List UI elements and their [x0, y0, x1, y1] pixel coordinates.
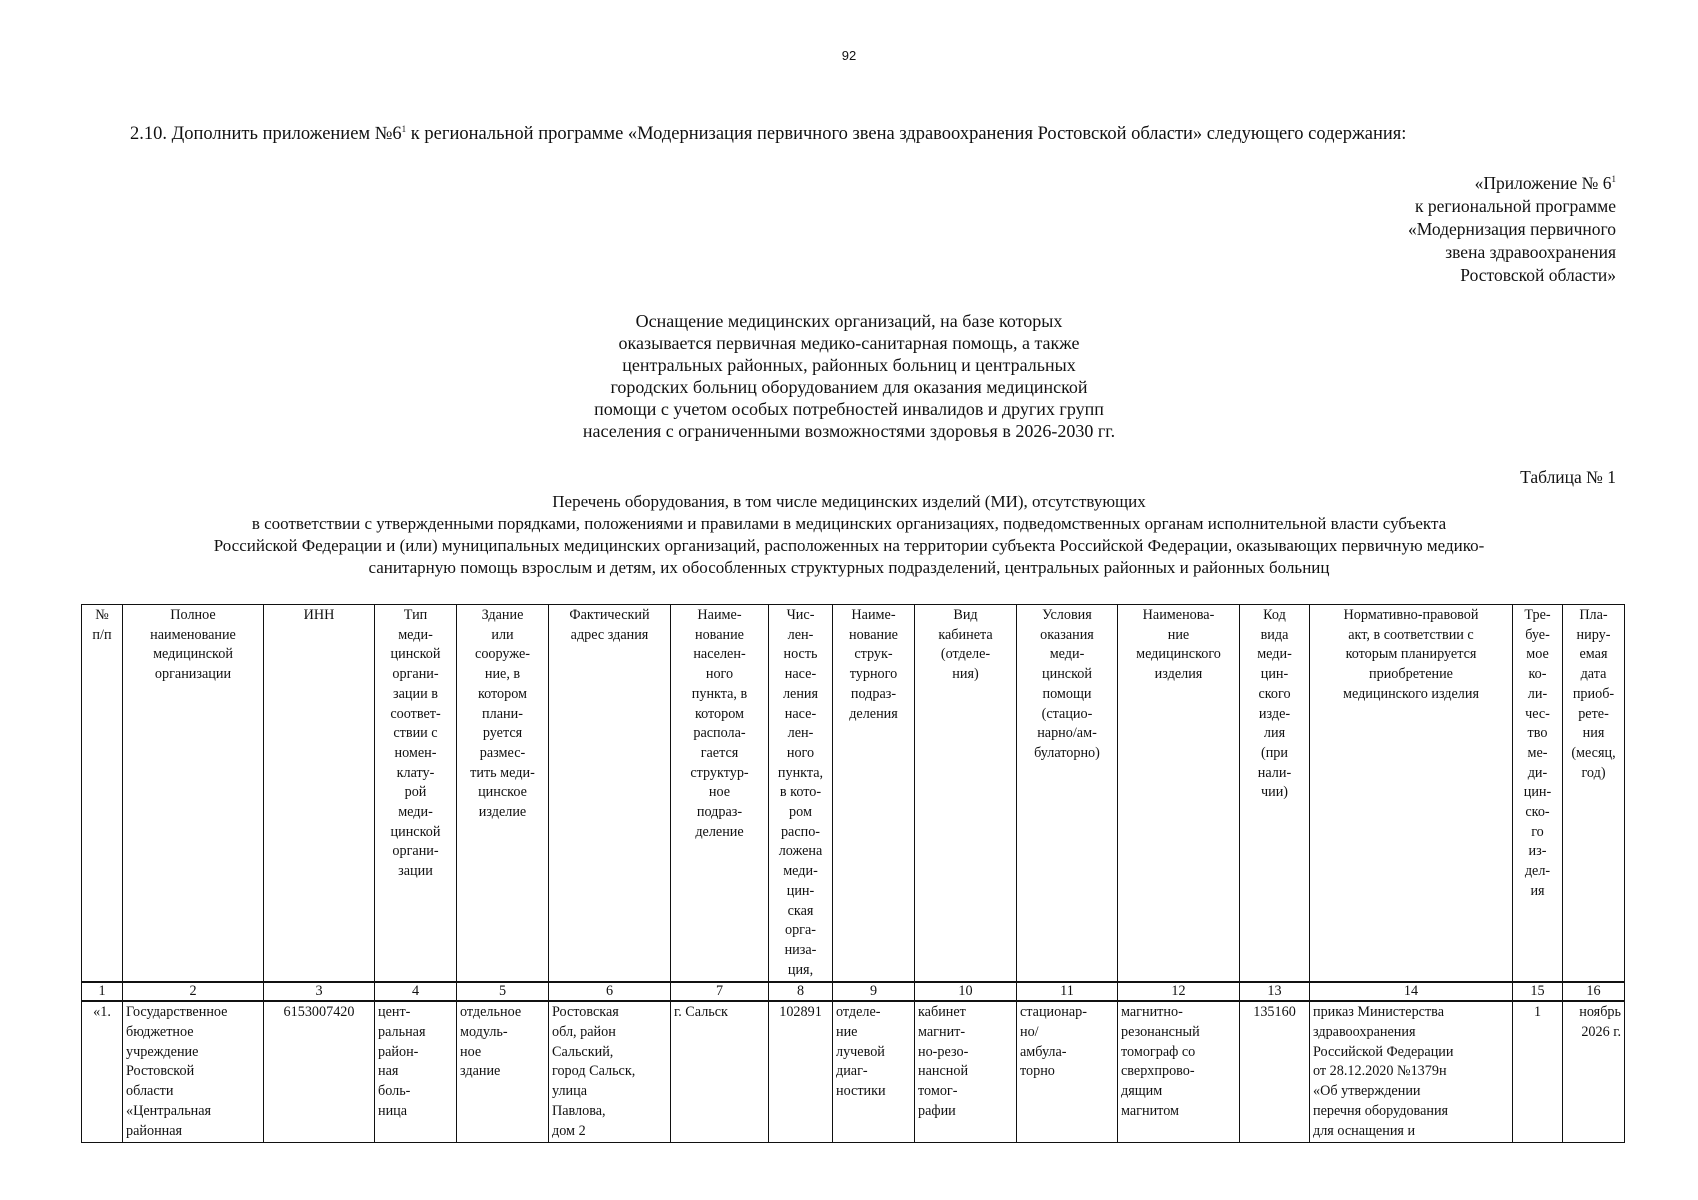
column-number: 6	[549, 982, 671, 1001]
header-cell: Фактический адрес здания	[549, 605, 671, 983]
column-number: 15	[1513, 982, 1563, 1001]
column-number-row	[82, 982, 1625, 1001]
caption-line: Перечень оборудования, в том числе медицинских изделий (МИ), отсутствующих	[552, 492, 1146, 511]
table-cell: «1.	[82, 1001, 123, 1142]
header-cell: Наименова- ние медицинского изделия	[1118, 605, 1240, 983]
column-number: 13	[1240, 982, 1310, 1001]
table-cell: приказ Министерства здравоохранения Российской Федерации от 28.12.2020 №1379н «Об утверждении перечня оборудования для оснащения и	[1310, 1001, 1513, 1142]
title-line: оказывается первичная медико-санитарная помощь, а также	[618, 333, 1080, 353]
table-cell: 102891	[769, 1001, 833, 1142]
table-cell: кабинет магнит- но-резо- нансной томог- рафии	[915, 1001, 1017, 1142]
column-number: 2	[123, 982, 264, 1001]
appendix-line: к региональной программе	[1414, 195, 1616, 216]
header-cell: Наиме- нование струк- турного подраз- деления	[833, 605, 915, 983]
header-cell: Условия оказания меди- цинской помощи (стацио- нарно/ам- булаторно)	[1017, 605, 1118, 983]
table-cell: 135160	[1240, 1001, 1310, 1142]
caption-line: санитарную помощь взрослым и детям, их обособленных структурных подразделений, центральных районных и районных больниц	[368, 558, 1330, 577]
table-caption	[0, 491, 1698, 579]
column-number: 12	[1118, 982, 1240, 1001]
table-cell: г. Сальск	[671, 1001, 769, 1142]
title-line: центральных районных, районных больниц и центральных	[622, 355, 1076, 375]
table-row	[82, 1001, 1625, 1142]
table-cell: отдельное модуль- ное здание	[457, 1001, 549, 1142]
table-cell: магнитно- резонансный томограф со сверхпрово- дящим магнитом	[1118, 1001, 1240, 1142]
page-number: 92	[841, 48, 857, 63]
title-line: населения с ограниченными возможностями здоровья в 2026-2030 гг.	[582, 421, 1116, 441]
title-line: городских больниц оборудованием для оказания медицинской	[610, 377, 1088, 397]
column-number: 4	[375, 982, 457, 1001]
column-number: 14	[1310, 982, 1513, 1001]
column-number: 1	[82, 982, 123, 1001]
appendix-line: Ростовской области»	[1460, 264, 1616, 285]
table-cell: 6153007420	[264, 1001, 375, 1142]
header-cell: Тип меди- цинской органи- зации в соответ- ствии с номен- клату- рой меди- цинской органи- зации	[375, 605, 457, 983]
table-cell: стационар- но/ амбула- торно	[1017, 1001, 1118, 1142]
header-cell: Тре- буе- мое ко- ли- чес- тво ме- ди- цин- ско- го из- дел- ия	[1513, 605, 1563, 983]
table-cell: Государственное бюджетное учреждение Ростовской области «Центральная районная	[123, 1001, 264, 1142]
column-number: 16	[1563, 982, 1625, 1001]
appendix-line: «Модернизация первичного	[1407, 218, 1616, 239]
column-number: 11	[1017, 982, 1118, 1001]
caption-line: в соответствии с утвержденными порядками, положениями и правилами в медицинских организациях, подведомственных органам исполнительной власти субъекта	[251, 514, 1447, 533]
column-number: 5	[457, 982, 549, 1001]
header-cell: ИНН	[264, 605, 375, 983]
appendix-line: «Приложение № $6^1$	[1474, 172, 1616, 193]
header-cell: Вид кабинета (отделе- ния)	[915, 605, 1017, 983]
appendix-header	[1408, 168, 1616, 287]
header-cell: № п/п	[82, 605, 123, 983]
table-cell: отделе- ние лучевой диаг- ностики	[833, 1001, 915, 1142]
caption-line: Российской Федерации и (или) муниципальных медицинских организаций, расположенных на территории субъекта Российской Федерации, оказывающих первичную медико-	[213, 536, 1485, 555]
table-header-row	[82, 605, 1625, 983]
header-cell: Код вида меди- цин- ского изде- лия (при нали- чии)	[1240, 605, 1310, 983]
column-number: 8	[769, 982, 833, 1001]
appendix-line: звена здравоохранения	[1445, 241, 1616, 262]
intro-paragraph: 2.10. Дополнить приложением $№6^1$ к региональной программе «Модернизация первичного звена здравоохранения Ростовской области» следующего содержания:	[130, 124, 1407, 145]
table-cell: Ростовская обл, район Сальский, город Сальск, улица Павлова, дом 2	[549, 1001, 671, 1142]
column-number: 10	[915, 982, 1017, 1001]
table-cell: 1	[1513, 1001, 1563, 1142]
header-cell: Нормативно-правовой акт, в соответствии с которым планируется приобретение медицинского изделия	[1310, 605, 1513, 983]
header-cell: Пла- ниру- емая дата приоб- рете- ния (месяц, год)	[1563, 605, 1625, 983]
table-cell: цент- ральная район- ная боль- ница	[375, 1001, 457, 1142]
column-number: 3	[264, 982, 375, 1001]
table-number: Таблица № 1	[1520, 467, 1616, 487]
header-cell: Здание или сооруже- ние, в котором плани- руется размес- тить меди- цинское изделие	[457, 605, 549, 983]
equipment-table	[81, 604, 1625, 1143]
column-number: 9	[833, 982, 915, 1001]
column-number: 7	[671, 982, 769, 1001]
title-line: помощи с учетом особых потребностей инвалидов и других групп	[594, 399, 1104, 419]
header-cell: Наиме- нование населен- ного пункта, в котором распола- гается структур- ное подраз- деление	[671, 605, 769, 983]
header-cell: Полное наименование медицинской организации	[123, 605, 264, 983]
document-title	[0, 310, 1698, 442]
header-cell: Чис- лен- ность насе- ления насе- лен- ного пункта, в кото- ром распо- ложена меди- цин- ская орга- низа- ция,	[769, 605, 833, 983]
table-cell: ноябрь 2026 г.	[1563, 1001, 1625, 1142]
title-line: Оснащение медицинских организаций, на базе которых	[635, 311, 1063, 331]
